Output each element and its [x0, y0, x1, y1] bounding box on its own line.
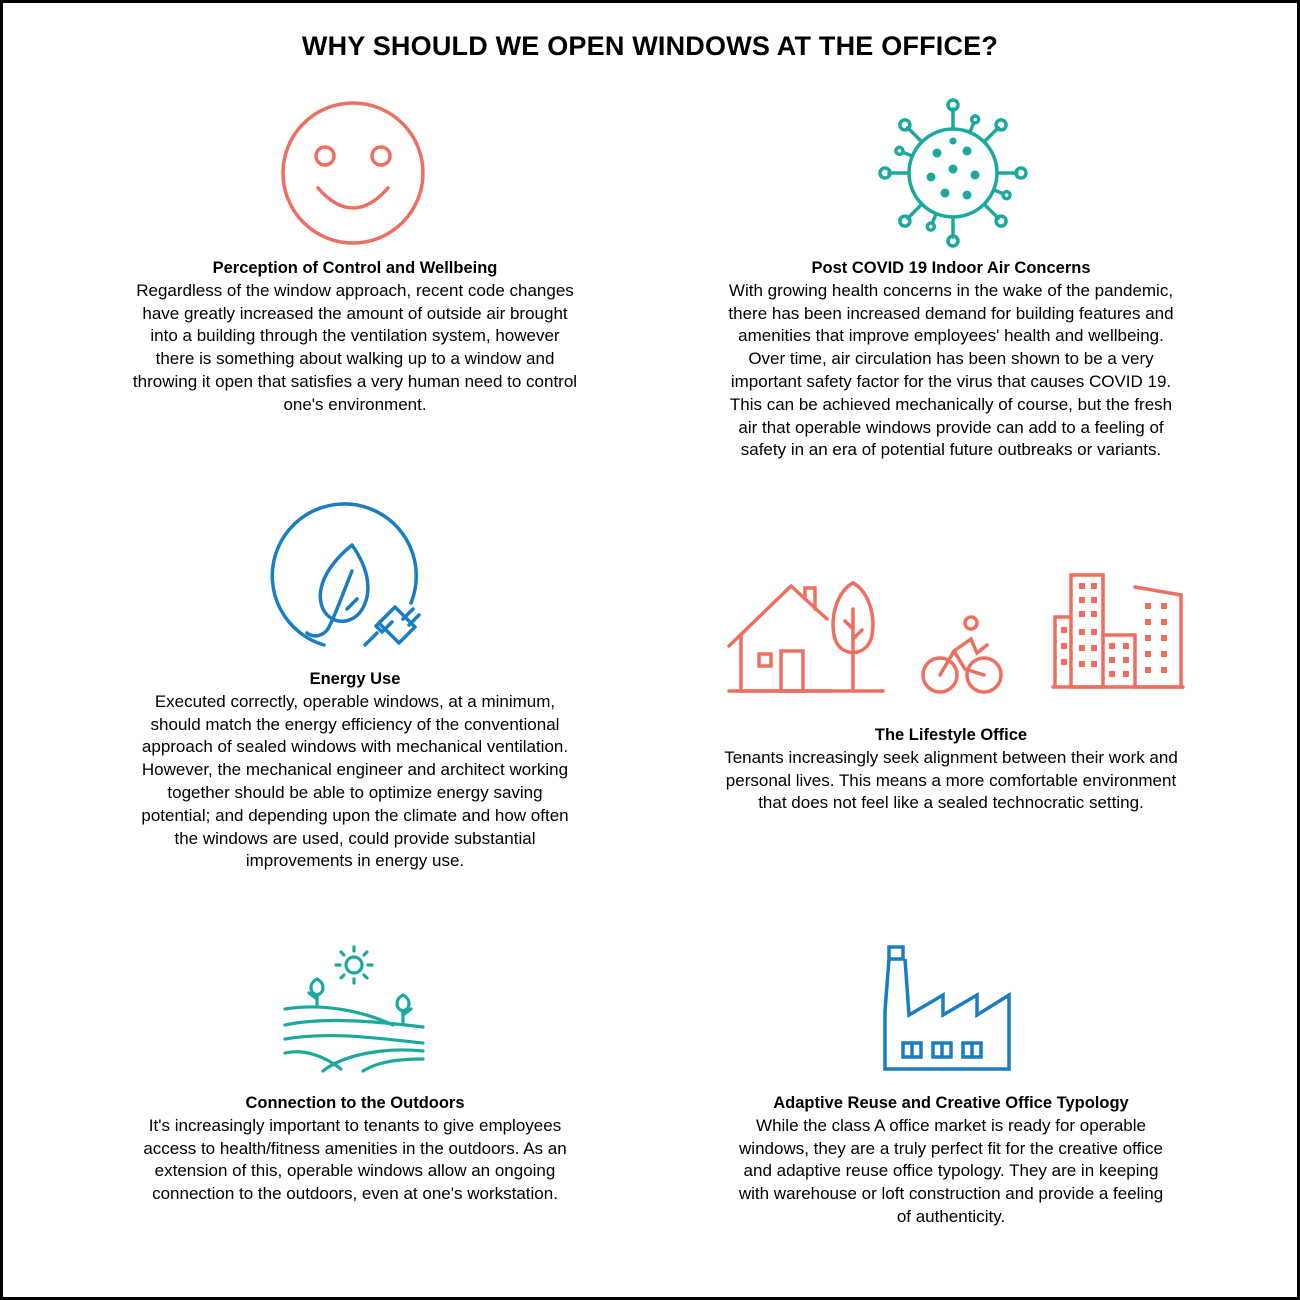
section-line: However, the mechanical engineer and architect working [141, 760, 569, 780]
section-line: throwing it open that satisfies a very human need to control [132, 371, 578, 391]
section-heading: Energy Use [309, 670, 401, 688]
section-line: With growing health concerns in the wake of the pandemic, [728, 280, 1174, 300]
section-outdoors [85, 1092, 625, 1206]
section-line: safety in an era of potential future outbreaks or variants. [740, 440, 1162, 460]
section-line: there is something about walking up to a window and [155, 349, 555, 369]
section-line: access to health/fitness amenities in the outdoors. As an [143, 1138, 567, 1158]
section-line: have greatly increased the amount of outside air brought [142, 303, 568, 323]
leaf-plug-icon [279, 513, 429, 663]
section-covid-air [681, 257, 1221, 462]
section-line: Regardless of the window approach, recent code changes [136, 280, 574, 300]
section-heading: Adaptive Reuse and Creative Office Typology [773, 1094, 1129, 1112]
section-adaptive-reuse [681, 1092, 1221, 1229]
section-line: together should be able to optimize energy saving [167, 782, 543, 802]
section-line: personal lives. This means a more comfortable environment [725, 770, 1177, 790]
section-line: one's environment. [283, 394, 427, 414]
section-heading: Perception of Control and Wellbeing [212, 259, 498, 277]
section-line: windows, they are a truly perfect fit for the creative office [739, 1138, 1163, 1158]
section-line: extension of this, operable windows allow an ongoing [154, 1161, 556, 1181]
section-line: air that operable windows provide can add to a feeling of [738, 417, 1164, 437]
section-line: of authenticity. [896, 1206, 1006, 1226]
section-line: important safety factor for the virus that causes COVID 19. [730, 371, 1172, 391]
section-line: Over time, air circulation has been shown to be a very [748, 349, 1154, 369]
section-line: should match the energy efficiency of the conventional [150, 714, 560, 734]
section-line: amenities that improve employees' health and wellbeing. [738, 326, 1164, 346]
section-line: into a building through the ventilation system, however [150, 326, 560, 346]
section-line: approach of sealed windows with mechanical ventilation. [141, 737, 569, 757]
section-line: improvements in energy use. [245, 851, 465, 871]
virus-icon [875, 95, 1031, 251]
section-line: connection to the outdoors, even at one's workstation. [152, 1184, 558, 1204]
section-line: Executed correctly, operable windows, at a minimum, [154, 691, 556, 711]
section-energy-use [85, 668, 625, 873]
section-line: that does not feel like a sealed technocratic setting. [758, 793, 1144, 813]
section-line: While the class A office market is ready for operable [756, 1115, 1146, 1135]
section-line: potential; and depending upon the climate and how often [141, 805, 569, 825]
section-line: there has been increased demand for building features and [728, 303, 1174, 323]
section-line: Tenants increasingly seek alignment between their work and [724, 747, 1178, 767]
factory-icon [881, 943, 1013, 1073]
section-heading: Connection to the Outdoors [245, 1094, 465, 1112]
section-line: and adaptive reuse office typology. They are in keeping [743, 1161, 1159, 1181]
smiley-face-icon [280, 100, 426, 246]
section-line: It's increasingly important to tenants to give employees [148, 1115, 562, 1135]
page-title: WHY SHOULD WE OPEN WINDOWS AT THE OFFICE? [301, 31, 999, 61]
section-line: with warehouse or loft construction and provide a feeling [738, 1184, 1164, 1204]
section-line: the windows are used, could provide substantial [174, 828, 536, 848]
section-heading: The Lifestyle Office [874, 726, 1028, 744]
section-line: This can be achieved mechanically of course, but the fresh [729, 394, 1173, 414]
sun-fields-icon [283, 943, 425, 1075]
section-control-wellbeing [85, 257, 625, 417]
section-lifestyle-office [681, 724, 1221, 815]
house-bike-city-icon [725, 569, 1187, 695]
section-heading: Post COVID 19 Indoor Air Concerns [811, 259, 1091, 277]
